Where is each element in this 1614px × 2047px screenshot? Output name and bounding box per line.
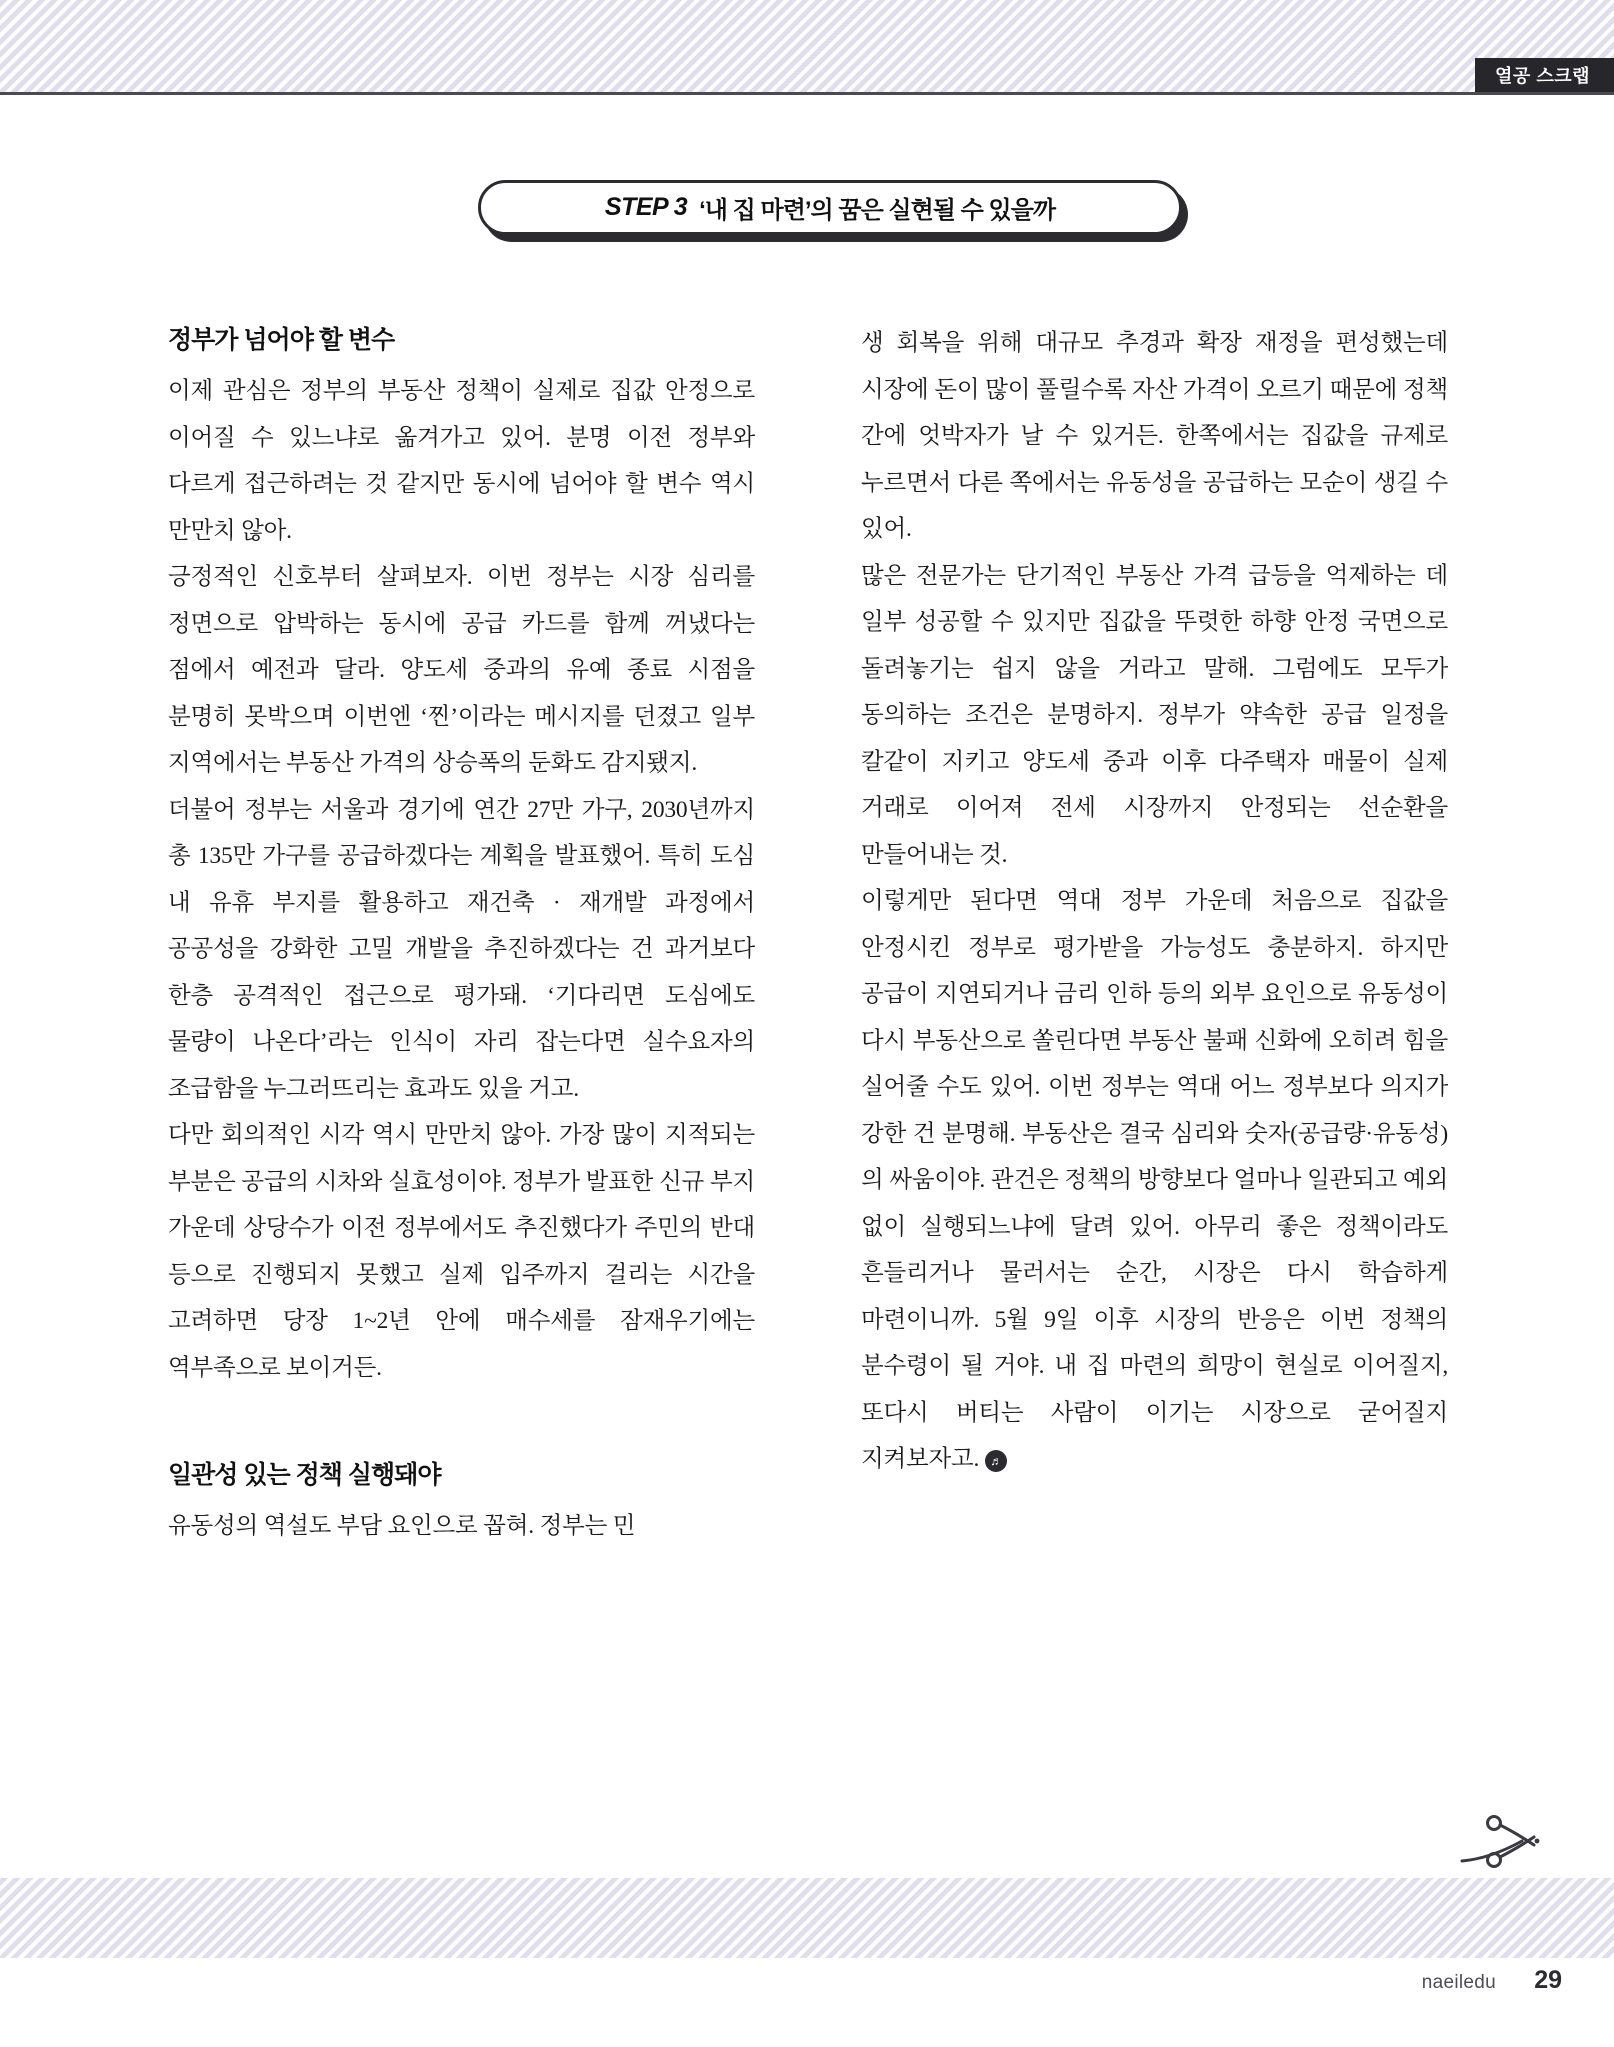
top-divider-rule — [0, 92, 1614, 95]
left-column — [168, 320, 755, 1550]
paragraph: 이제 관심은 정부의 부동산 정책이 실제로 집값 안정으로 이어질 수 있느냐로 옮겨가고 있어. 분명 이전 정부와 다르게 접근하려는 것 같지만 동시에 넘어야 할 변수 역시 만만치 않아. — [168, 378, 755, 544]
step-banner-face — [478, 180, 1182, 235]
paragraph: 생 회복을 위해 대규모 추경과 확장 재정을 편성했는데 시장에 돈이 많이 풀릴수록 자산 가격이 오르기 때문에 정책 간에 엇박자가 날 수 있거든. 한쪽에서는 집값을 규제로 누르면서 다른 쪽에서는 유동성을 공급하는 모순이 생길 수 있어. — [861, 330, 1448, 542]
section-heading-2: 일관성 있는 정책 실행돼야 — [168, 1461, 441, 1489]
paragraph-with-endmark — [861, 878, 1448, 1483]
footer-brand: naeiledu — [1421, 1972, 1496, 1993]
paragraph-text: 이렇게만 된다면 역대 정부 가운데 처음으로 집값을 안정시킨 정부로 평가받을 가능성도 충분하지. 하지만 공급이 지연되거나 금리 인하 등의 외부 요인으로 유동성이 다시 부동산으로 쏠린다면 부동산 불패 신화에 오히려 힘을 실어줄 수도 있어. 이번 정부는 역대 어느 정부보다 의지가 강한 건 분명해. 부동산은 결국 심리와 숫자(공급량·유동성)의 싸움이야. 관건은 정책의 방향보다 얼마나 일관되고 예외 없이 실행되느냐에 달려 있어. 아무리 좋은 정책이라도 흔들리거나 물러서는 순간, 시장은 다시 학습하게 마련이니까. 5월 9일 이후 시장의 반응은 이번 정책의 분수령이 될 거야. 내 집 마련의 희망이 현실로 이어질지, 또다시 버티는 사람이 이기는 시장으로 굳어질지 지켜보자고. — [861, 888, 1448, 1472]
paragraph: 긍정적인 신호부터 살펴보자. 이번 정부는 시장 심리를 정면으로 압박하는 동시에 공급 카드를 함께 꺼냈다는 점에서 예전과 달라. 양도세 중과의 유예 종료 시점을 분명히 못박으며 이번엔 ‘찐’이라는 메시지를 던졌고 일부 지역에서는 부동산 가격의 상승폭의 둔화도 감지됐지. — [168, 564, 755, 776]
page-footer — [0, 1962, 1614, 2022]
running-head-tag: 열공 스크랩 — [1475, 58, 1614, 92]
end-mark-icon: ♬ — [985, 1450, 1007, 1472]
step-label: STEP 3 — [604, 193, 688, 221]
right-column — [861, 320, 1448, 1550]
paragraph: 더불어 정부는 서울과 경기에 연간 27만 가구, 2030년까지 총 135만 가구를 공급하겠다는 계획을 발표했어. 특히 도심 내 유휴 부지를 활용하고 재건축 · 재개발 과정에서 공공성을 강화한 고밀 개발을 추진하겠다는 건 과거보다 한층 공격적인 접근으로 평가돼. ‘기다리면 도심에도 물량이 나온다’라는 인식이 자리 잡는다면 실수요자의 조급함을 누그러뜨리는 효과도 있을 거고. — [168, 796, 755, 1102]
paragraph: 많은 전문가는 단기적인 부동산 가격 급등을 억제하는 데 일부 성공할 수 있지만 집값을 뚜렷한 하향 안정 국면으로 돌려놓기는 쉽지 않을 거라고 말해. 그럼에도 모두가 동의하는 조건은 분명하지. 정부가 약속한 공급 일정을 칼같이 지키고 양도세 중과 이후 다주택자 매물이 실제 거래로 이어져 전세 시장까지 안정되는 선순환을 만들어내는 것. — [861, 562, 1448, 868]
bottom-decorative-band — [0, 1878, 1614, 1958]
scissors-icon — [1460, 1815, 1550, 1875]
step-banner — [478, 180, 1188, 242]
section-heading-1: 정부가 넘어야 할 변수 — [168, 326, 395, 354]
top-decorative-band — [0, 0, 1614, 92]
page-number: 29 — [1534, 1966, 1562, 1994]
paragraph: 다만 회의적인 시각 역시 만만치 않아. 가장 많이 지적되는 부분은 공급의 시차와 실효성이야. 정부가 발표한 신규 부지 가운데 상당수가 이전 정부에서도 추진했다가 주민의 반대 등으로 진행되지 못했고 실제 입주까지 걸리는 시간을 고려하면 당장 1~2년 안에 매수세를 잠재우기에는 역부족으로 보이거든. — [168, 1122, 755, 1381]
step-title: ‘내 집 마련’의 꿈은 실현될 수 있을까 — [699, 197, 1056, 224]
article-body — [168, 320, 1448, 1550]
paragraph: 유동성의 역설도 부담 요인으로 꼽혀. 정부는 민 — [168, 1513, 636, 1539]
